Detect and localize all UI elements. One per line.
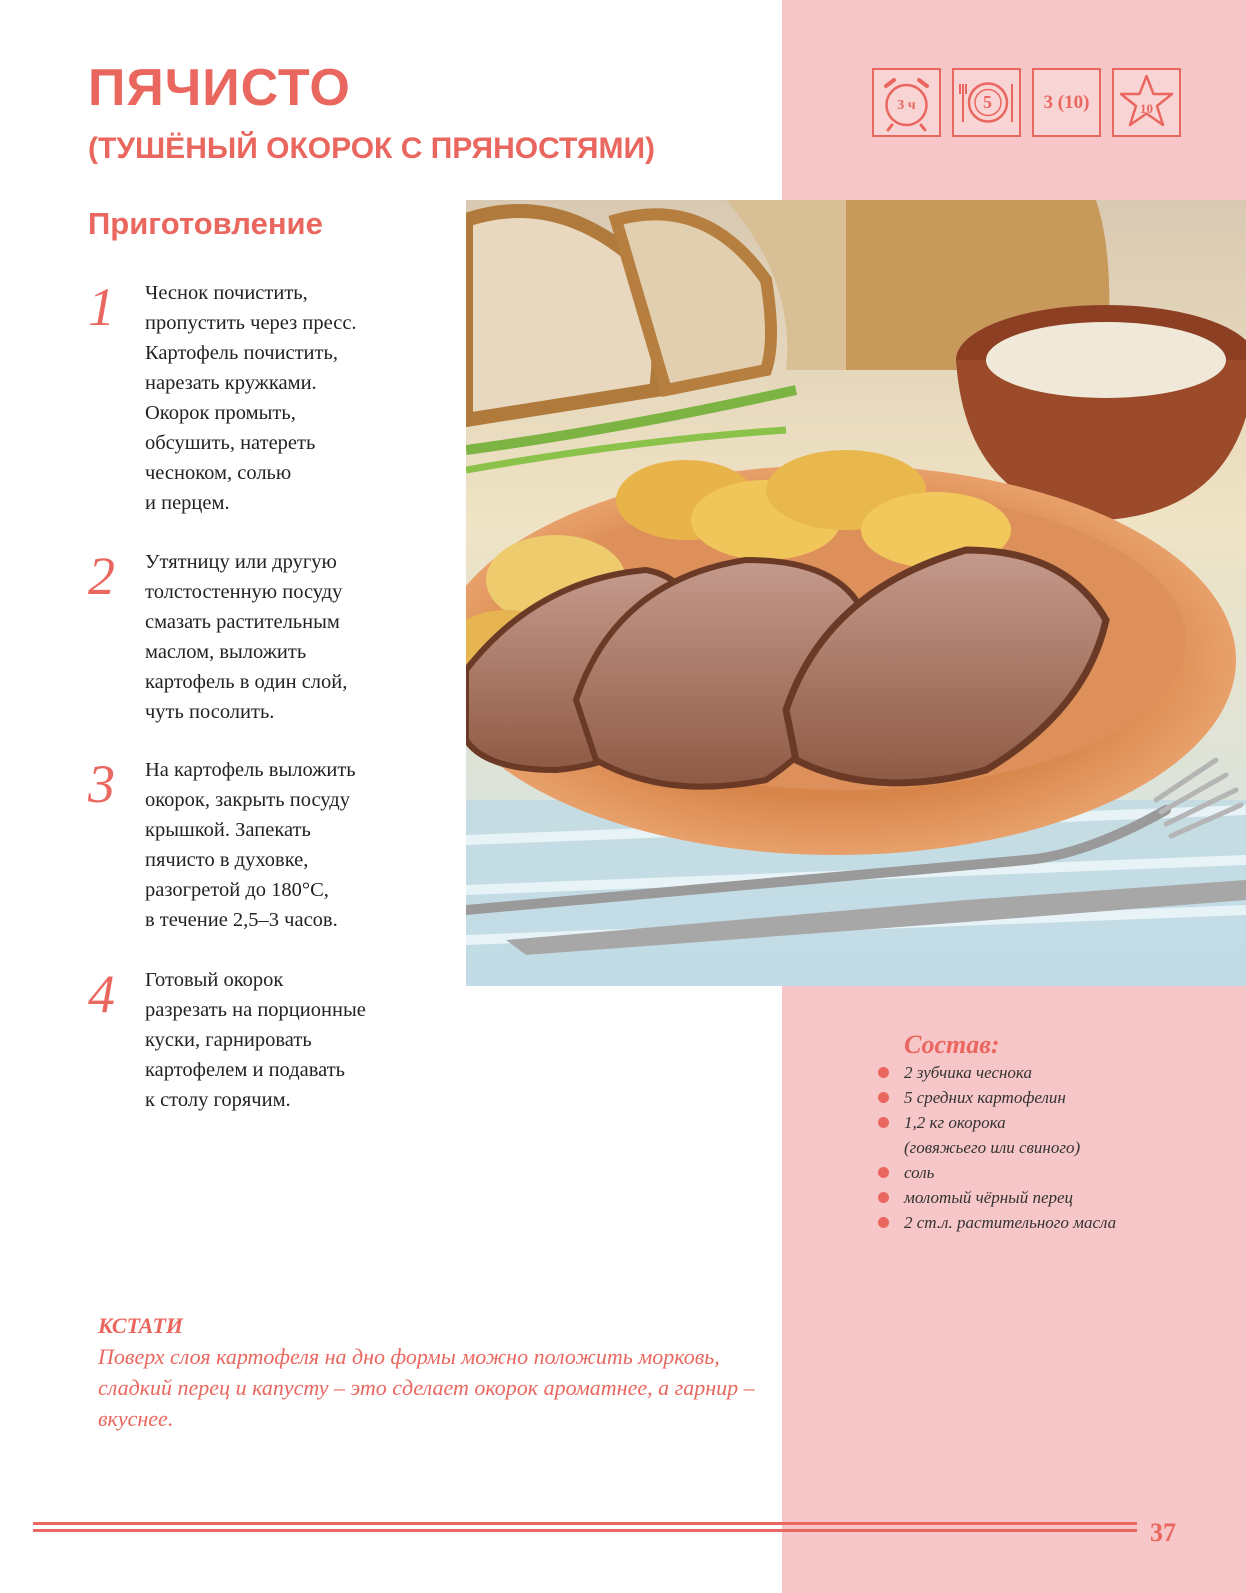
note-text: Поверх слоя картофеля на дно формы можно положить морковь, сладкий перец и капусту – это сделает окорок ароматнее, а гарнир – вкуснее. [98, 1344, 755, 1431]
step-text: Чеснок почистить, пропустить через пресс. Картофель почистить, нарезать кружками. Окорок промыть, обсушить, натереть чесноком, солью и перцем. [145, 282, 357, 514]
step-number: 4 [88, 964, 115, 1024]
portions-icon [1032, 68, 1101, 137]
ingredient-item: 5 средних картофелин [878, 1085, 1116, 1110]
difficulty-label: 5 [983, 92, 992, 112]
step-text: Утятницу или другую толстостенную посуду смазать растительным маслом, выложить картофель в один слой, чуть посолить. [145, 551, 348, 723]
dish-photo [466, 200, 1246, 986]
rating-label: 10 [1140, 100, 1153, 116]
star-icon [1112, 68, 1181, 137]
recipe-info-icons [872, 68, 1181, 137]
recipe-subtitle: (ТУШЁНЫЙ ОКОРОК С ПРЯНОСТЯМИ) [88, 132, 656, 165]
plate-cutlery-icon [952, 68, 1021, 137]
step-number: 2 [88, 546, 115, 606]
time-label: 3 ч [897, 97, 916, 113]
ingredient-item: 1,2 кг окорока (говяжьего или свиного) [878, 1110, 1116, 1160]
ingredient-item: 2 ст.л. растительного масла [878, 1210, 1116, 1235]
portions-label: 3 (10) [1043, 91, 1090, 113]
step-number: 3 [88, 754, 115, 814]
alarm-clock-icon [872, 68, 941, 137]
step-number: 1 [88, 277, 115, 337]
step-text: На картофель выложить окорок, закрыть посуду крышкой. Запекать пячисто в духовке, разогретой до 180°С, в течение 2,5–3 часов. [145, 759, 356, 931]
recipe-title: ПЯЧИСТО [88, 59, 351, 117]
ingredient-item: 2 зубчика чеснока [878, 1060, 1116, 1085]
ingredient-item: соль [878, 1160, 1116, 1185]
ingredients-title: Состав: [904, 1030, 1000, 1059]
note-title: КСТАТИ [98, 1313, 184, 1338]
ingredients-list [878, 1060, 1116, 1235]
section-title-preparation: Приготовление [88, 206, 323, 241]
page-number: 37 [1150, 1518, 1176, 1547]
footer-rule [33, 1522, 1137, 1536]
ingredient-item: молотый чёрный перец [878, 1185, 1116, 1210]
step-text: Готовый окорок разрезать на порционные куски, гарнировать картофелем и подавать к столу горячим. [145, 969, 366, 1111]
